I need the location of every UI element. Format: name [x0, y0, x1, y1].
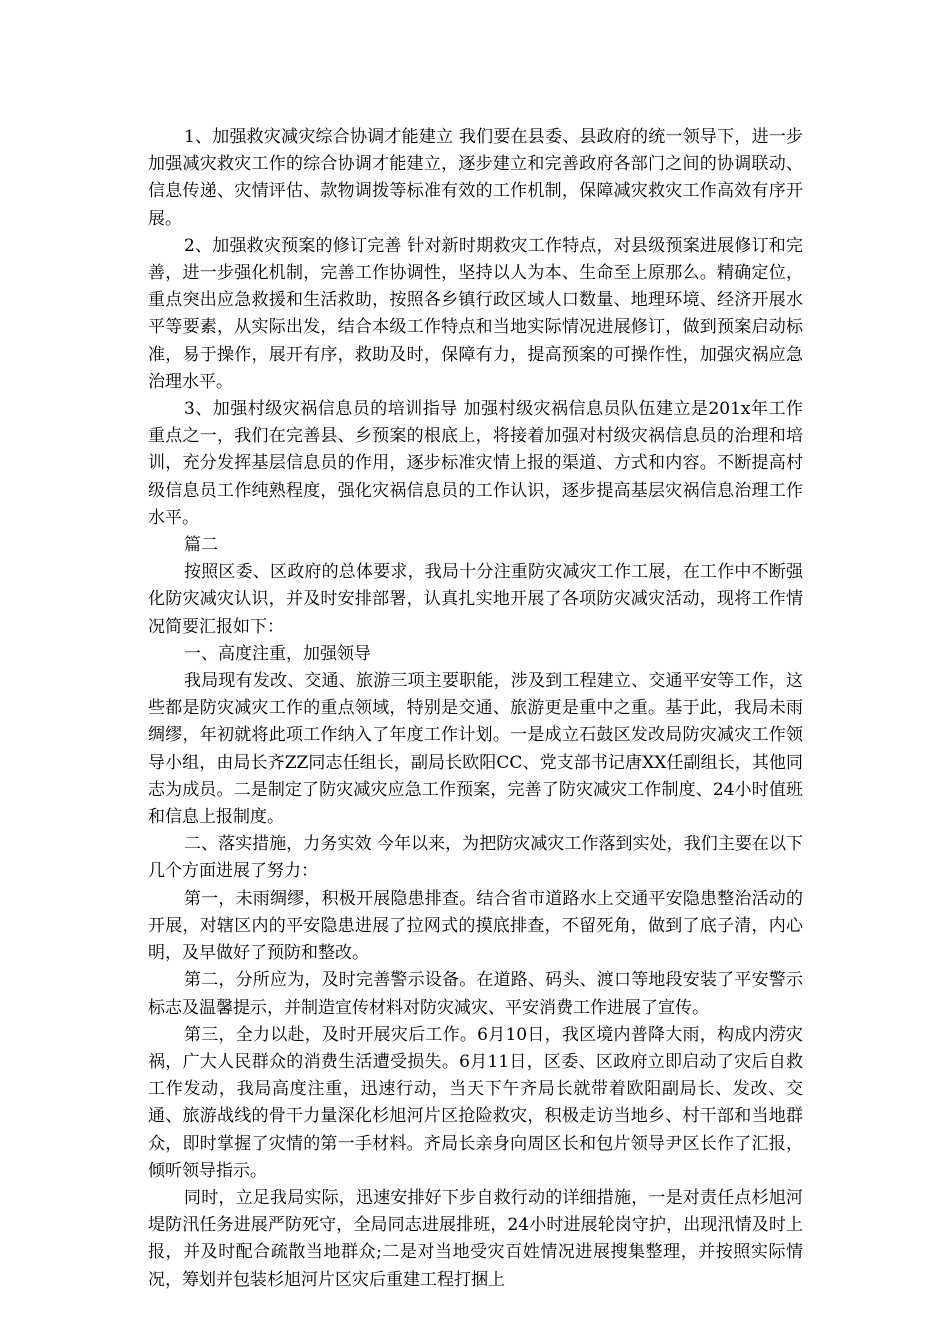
section-heading: 篇二 [184, 535, 218, 556]
section-heading: 一、高度注重，加强领导 [184, 643, 371, 664]
document-body [148, 124, 803, 1294]
paragraph: 我局现有发改、交通、旅游三项主要职能，涉及到工程建立、交通平安等工作，这些都是防灾减灾工作的重点领域，特别是交通、旅游更是重中之重。基于此，我局未雨绸缪，年初就将此项工作纳入了年度工作计划。一是成立石鼓区发改局防灾减灾工作领导小组，由局长齐ZZ同志任组长，副局长欧阳CC、党支部书记唐XX任副组长，其他同志为成员。二是制定了防灾减灾应急工作预案，完善了防灾减灾工作制度、24小时值班和信息上报制度。 [148, 671, 803, 828]
paragraph: 按照区委、区政府的总体要求，我局十分注重防灾减灾工作工展，在工作中不断强化防灾减灾认识，并及时安排部署，认真扎实地开展了各项防灾减灾活动，现将工作情况简要汇报如下： [148, 562, 803, 637]
paragraph: 第一，未雨绸缪，积极开展隐患排查。结合省市道路水上交通平安隐患整治活动的开展，对辖区内的平安隐患进展了拉网式的摸底排查，不留死角，做到了底子清，内心明，及早做好了预防和整改。 [148, 888, 803, 964]
paragraph: 第二，分所应为，及时完善警示设备。在道路、码头、渡口等地段安装了平安警示标志及温馨提示，并制造宣传材料对防灾减灾、平安消费工作进展了宣传。 [148, 970, 803, 1018]
paragraph: 二、落实措施，力务实效 今年以来，为把防灾减灾工作落到实处，我们主要在以下几个方面进展了努力： [148, 834, 803, 882]
paragraph: 同时，立足我局实际，迅速安排好下步自救行动的详细措施，一是对责任点杉旭河堤防汛任务进展严防死守，全局同志进展排班，24小时进展轮岗守护，出现汛情及时上报，并及时配合疏散当地群众;二是对当地受灾百姓情况进展搜集整理，并按照实际情况，筹划并包装杉旭河片区灾后重建工程打捆上 [148, 1187, 803, 1290]
paragraph: 3、加强村级灾祸信息员的培训指导 加强村级灾祸信息员队伍建立是201x年工作重点之一，我们在完善县、乡预案的根底上，将接着加强对村级灾祸信息员的治理和培训，充分发挥基层信息员的作用，逐步标准灾情上报的渠道、方式和内容。不断提高村级信息员工作纯熟程度，强化灾祸信息员的工作认识，逐步提高基层灾祸信息治理工作水平。 [148, 399, 803, 528]
paragraph: 第三，全力以赴，及时开展灾后工作。6月10日，我区境内普降大雨，构成内涝灾祸，广大人民群众的消费生活遭受损失。6月11日，区委、区政府立即启动了灾后自救工作发动，我局高度注重，迅速行动，当天下午齐局长就带着欧阳副局长、发改、交通、旅游战线的骨干力量深化杉旭河片区抢险救灾，积极走访当地乡、村干部和当地群众，即时掌握了灾情的第一手材料。齐局长亲身向周区长和包片领导尹区长作了汇报，倾听领导指示。 [148, 1024, 803, 1181]
paragraph: 2、加强救灾预案的修订完善 针对新时期救灾工作特点，对县级预案进展修订和完善，进一步强化机制，完善工作协调性，坚持以人为本、生命至上原那么。精确定位，重点突出应急救援和生活救助，按照各乡镇行政区域人口数量、地理环境、经济开展水平等要素，从实际出发，结合本级工作特点和当地实际情况进展修订，做到预案启动标准，易于操作，展开有序，救助及时，保障有力，提高预案的可操作性，加强灾祸应急治理水平。 [148, 235, 803, 392]
paragraph: 1、加强救灾减灾综合协调才能建立 我们要在县委、县政府的统一领导下，进一步加强减灾救灾工作的综合协调才能建立，逐步建立和完善政府各部门之间的协调联动、信息传递、灾情评估、款物调拨等标准有效的工作机制，保障减灾救灾工作高效有序开展。 [148, 127, 803, 229]
